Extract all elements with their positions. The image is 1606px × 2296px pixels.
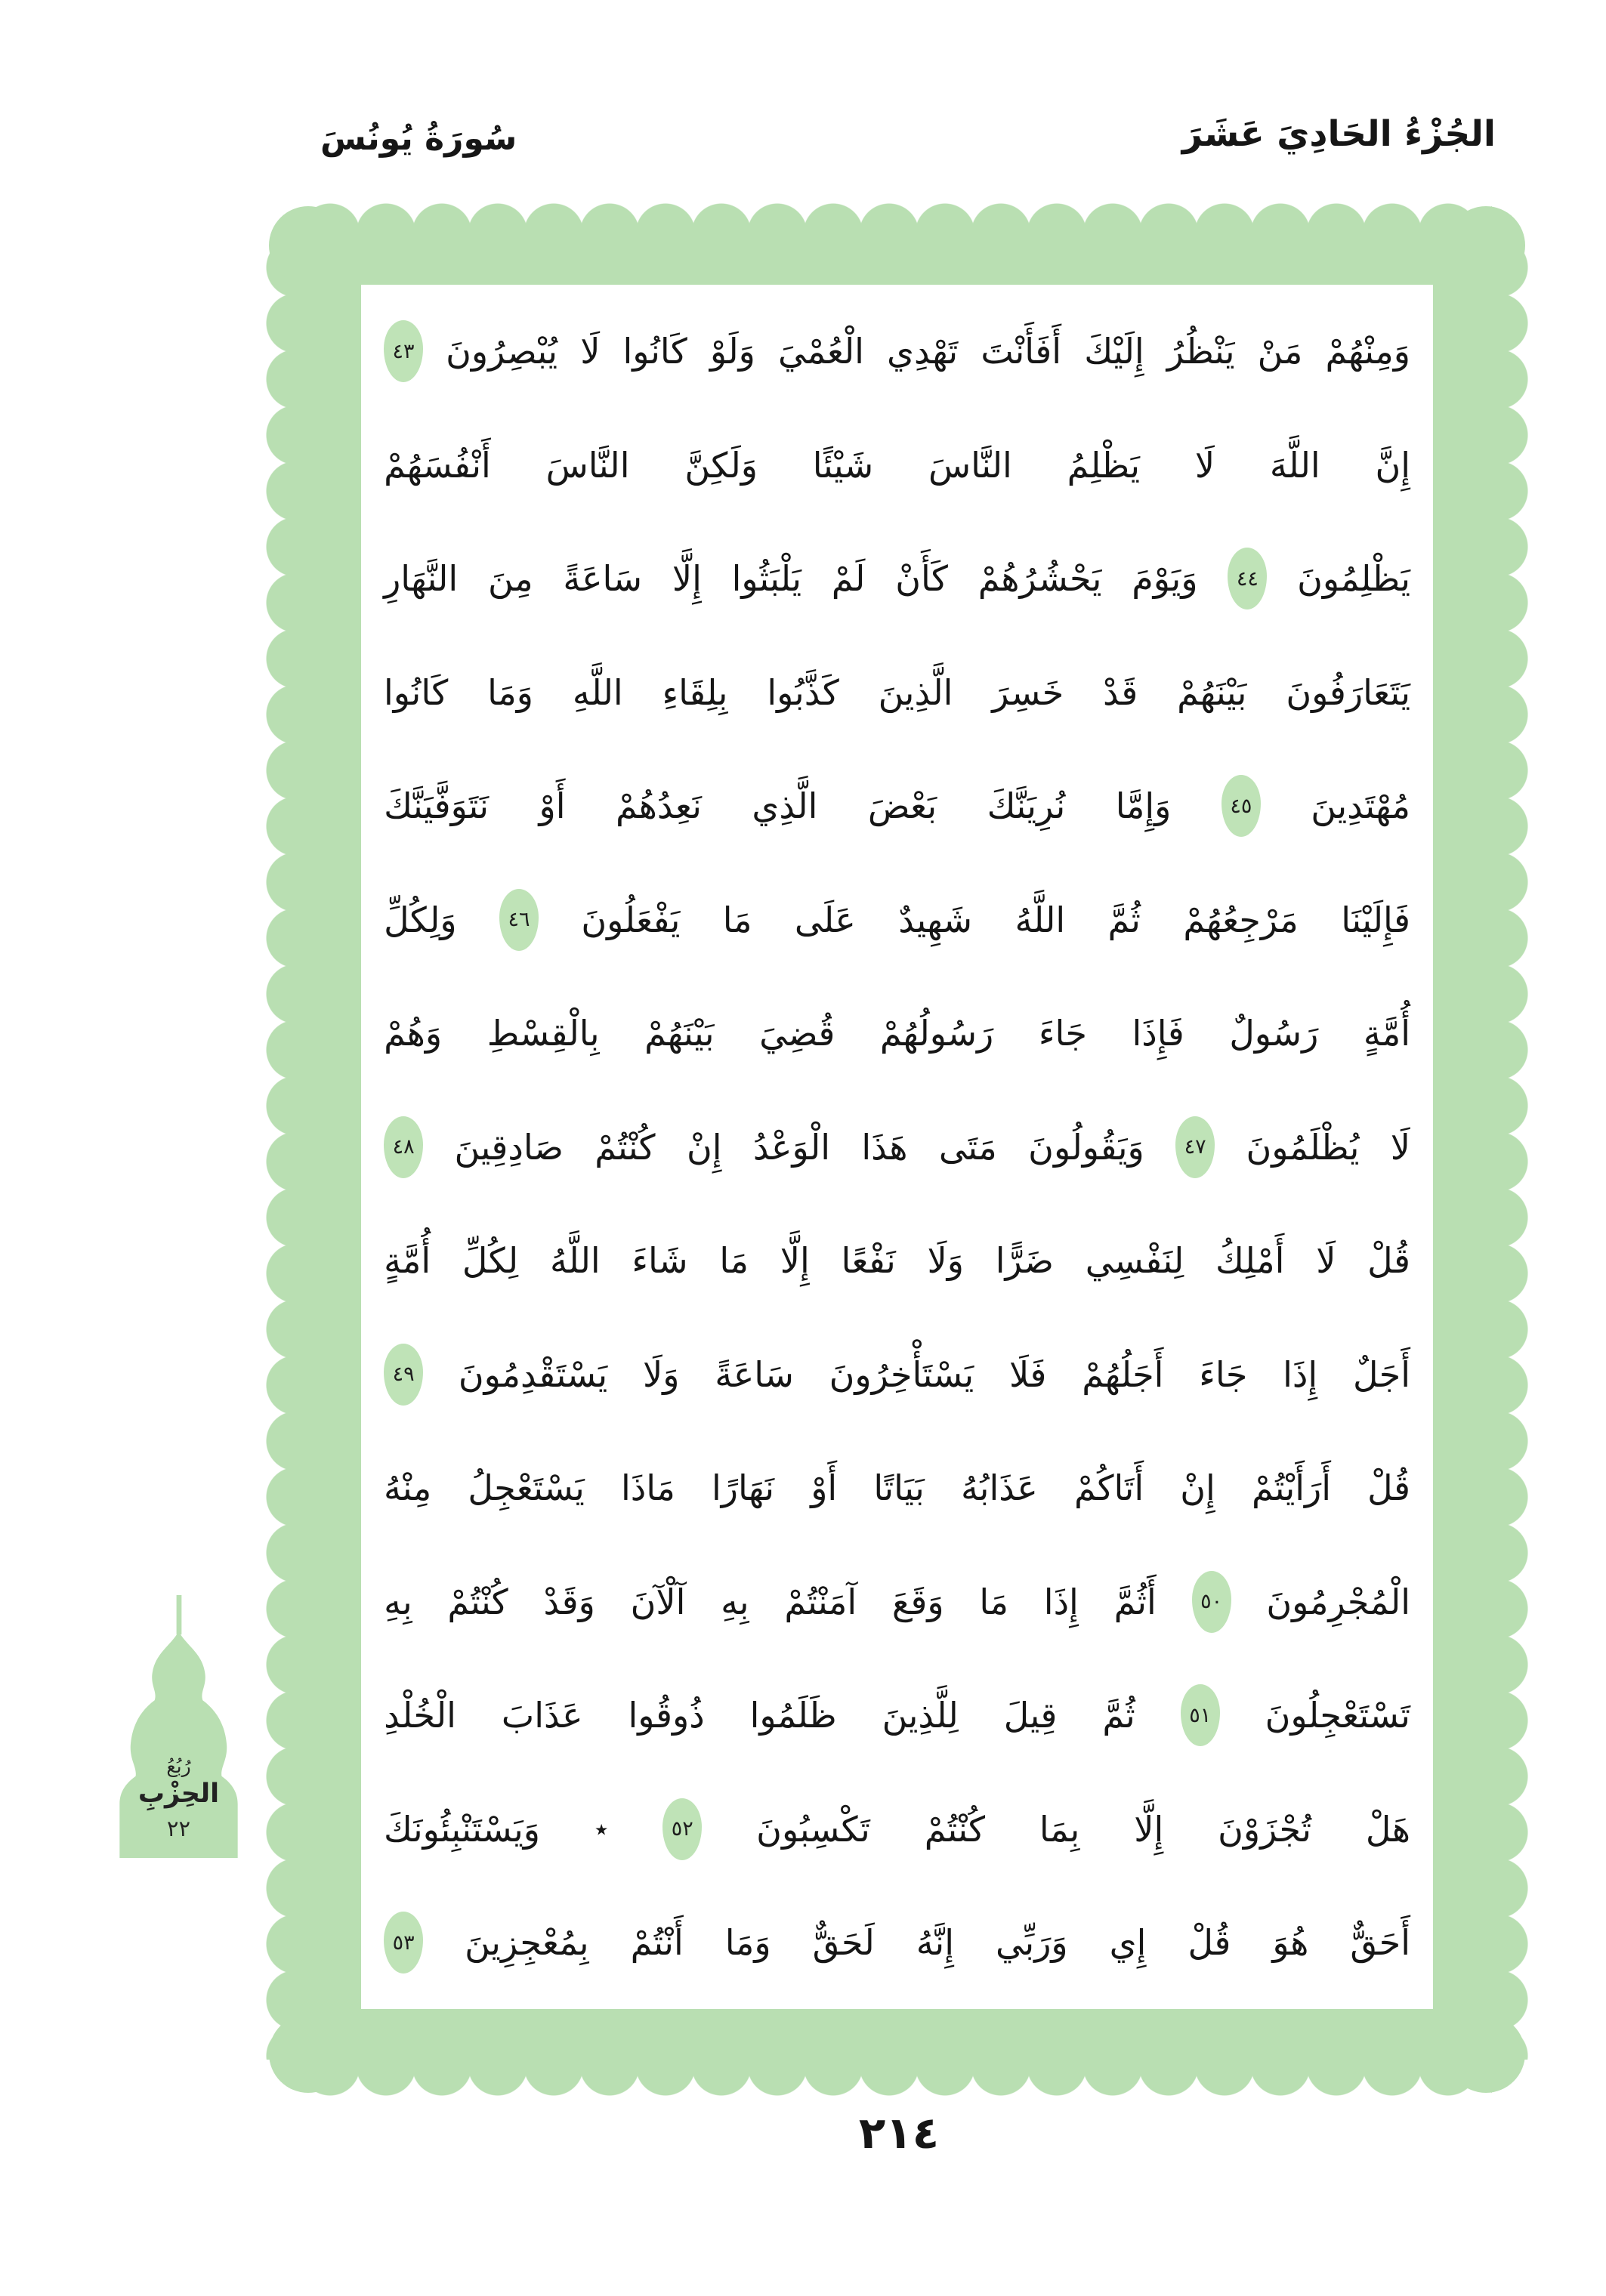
quran-word: إِلَّا: [672, 558, 702, 599]
quran-word: سَاعَةً: [715, 1353, 794, 1395]
quran-word: يَظْلِمُونَ: [1297, 558, 1410, 599]
quran-word: مَتَى: [938, 1126, 997, 1168]
quran-word: أَثُمَّ: [1113, 1581, 1157, 1622]
quran-word: لِكُلِّ: [462, 1240, 519, 1281]
quran-word: بِمَا: [1039, 1808, 1080, 1850]
verse-number-badge: ٤٧: [1175, 1116, 1215, 1178]
quran-word: نَهَارًا: [712, 1467, 775, 1508]
quran-word: قُلْ: [1367, 1240, 1410, 1281]
quran-word: لَا: [1390, 1126, 1410, 1168]
quran-line: [384, 638, 1410, 747]
quran-word: فَلَا: [1008, 1353, 1047, 1395]
quran-word: يَظْلِمُ: [1067, 444, 1141, 486]
quran-word: عَذَابُهُ: [961, 1467, 1038, 1508]
quran-word: جَاءَ: [1038, 1013, 1087, 1054]
quran-word: إِنْ: [686, 1126, 722, 1168]
quran-word: وَقَدْ: [543, 1581, 595, 1622]
quran-line: [384, 1093, 1410, 1202]
frame-scallop-left: [264, 239, 296, 2060]
quran-word: تَهْدِي: [887, 331, 959, 372]
juz-header: الجُزْءُ الحَادِيَ عَشَرَ: [1181, 113, 1496, 155]
quran-word: كَذَّبُوا: [767, 671, 839, 713]
quran-word: وَلِكُلِّ: [384, 899, 457, 940]
quran-word: أَفَأَنْتَ: [981, 331, 1062, 372]
quran-word: آلْآنَ: [630, 1581, 686, 1622]
quran-word: بِهِ: [384, 1581, 412, 1622]
hizb-label-rub: رُبُعُ: [166, 1755, 191, 1777]
quran-word: بِالْقِسْطِ: [486, 1013, 600, 1054]
quran-word: يَسْتَعْجِلُ: [468, 1467, 585, 1508]
quran-word: يَلْبَثُوا: [731, 558, 801, 599]
quran-line: [384, 979, 1410, 1088]
verse-number-badge: ٤٦: [499, 889, 539, 951]
quran-word: ظَلَمُوا: [749, 1695, 837, 1736]
frame-scallop-bottom: [302, 2066, 1492, 2097]
quran-line: [384, 1320, 1410, 1429]
quran-word: وَلَوْ: [709, 331, 755, 372]
quran-word: ضَرًّا: [995, 1240, 1054, 1281]
quran-word: كُنْتُمْ: [447, 1581, 508, 1622]
quran-word: نُرِيَنَّكَ: [987, 785, 1066, 826]
quran-word: اللَّهُ: [1015, 899, 1066, 940]
rub-el-hizb-star-icon: ٭: [594, 1813, 609, 1844]
quran-word: يَفْعَلُونَ: [581, 899, 681, 940]
quran-word: اللَّهُ: [549, 1240, 601, 1281]
quran-word: كُنْتُمْ: [924, 1808, 986, 1850]
hizb-marker: [106, 1595, 252, 1858]
quran-word: لَا: [1194, 444, 1215, 486]
quran-word: قَدْ: [1103, 671, 1138, 713]
quran-word: تَسْتَعْجِلُونَ: [1265, 1695, 1410, 1736]
quran-word: اللَّهَ: [1269, 444, 1320, 486]
quran-word: يَتَعَارَفُونَ: [1286, 671, 1410, 713]
quran-word: لَا: [580, 331, 601, 372]
quran-word: وَرَبِّي: [996, 1922, 1068, 1963]
quran-word: أَمْلِكُ: [1215, 1240, 1285, 1281]
quran-word: أَحَقٌّ: [1350, 1922, 1410, 1963]
surah-header: سُورَةُ يُونُسَ: [320, 119, 517, 158]
quran-word: نَعِدُهُمْ: [615, 785, 702, 826]
quran-word: كُنْتُمْ: [595, 1126, 656, 1168]
quran-word: رَسُولٌ: [1229, 1013, 1319, 1054]
quran-word: وَلَا: [642, 1353, 680, 1395]
quran-line: [384, 1548, 1410, 1656]
quran-word: وَيَسْتَنْبِئُونَكَ: [384, 1808, 540, 1850]
quran-word: نَفْعًا: [841, 1240, 896, 1281]
quran-word: اللَّهِ: [572, 671, 623, 713]
quran-word: أَوْ: [811, 1467, 838, 1508]
quran-word: النَّهَارِ: [384, 558, 459, 599]
quran-word: فَإِلَيْنَا: [1341, 899, 1410, 940]
quran-word: الْخُلْدِ: [384, 1695, 456, 1736]
quran-word: فَإِذَا: [1132, 1013, 1184, 1054]
quran-word: قُلْ: [1188, 1922, 1231, 1963]
quran-line: [384, 524, 1410, 633]
hizb-number: ٢٢: [166, 1816, 191, 1841]
quran-word: ثُمَّ: [1102, 1695, 1135, 1736]
quran-word: الَّذِي: [752, 785, 818, 826]
quran-word: وَهُمْ: [384, 1013, 443, 1054]
quran-line: [384, 1206, 1410, 1315]
quran-word: شَهِيدٌ: [898, 899, 973, 940]
quran-word: كَانُوا: [384, 671, 449, 713]
quran-line: [384, 751, 1410, 860]
quran-word: لَحَقٌّ: [812, 1922, 875, 1963]
quran-word: وَمَا: [487, 671, 534, 713]
quran-word: ثُمَّ: [1107, 899, 1141, 940]
frame-band-left: [295, 232, 361, 2067]
quran-word: أُمَّةٍ: [1363, 1013, 1410, 1054]
hizb-label-hizb: الحِزْبِ: [137, 1779, 220, 1809]
quran-line: [384, 1433, 1410, 1542]
frame-band-right: [1433, 232, 1499, 2067]
page-number: ٢١٤: [858, 2107, 940, 2159]
quran-line: [384, 411, 1410, 520]
quran-word: قِيلَ: [1003, 1695, 1058, 1736]
quran-word: مِنَ: [487, 558, 533, 599]
quran-word: قُضِيَ: [759, 1013, 835, 1054]
verse-number-badge: ٥٢: [662, 1798, 702, 1860]
quran-word: مَنْ: [1257, 331, 1303, 372]
quran-word: إِذَا: [1043, 1581, 1079, 1622]
quran-word: لِنَفْسِي: [1085, 1240, 1184, 1281]
quran-word: مَا: [979, 1581, 1009, 1622]
quran-text: [361, 285, 1433, 2009]
quran-word: بَيْنَهُمْ: [1177, 671, 1247, 713]
frame-band-top: [295, 232, 1499, 285]
quran-word: هَلْ: [1365, 1808, 1410, 1850]
quran-word: وَقَعَ: [891, 1581, 944, 1622]
quran-word: أَنْتُمْ: [630, 1922, 684, 1963]
quran-word: نَتَوَفَّيَنَّكَ: [384, 785, 490, 826]
quran-line: [384, 1661, 1410, 1770]
quran-word: أَجَلٌ: [1352, 1353, 1410, 1395]
verse-number-badge: ٤٥: [1221, 775, 1261, 837]
frame-scallop-right: [1498, 239, 1530, 2060]
verse-number-badge: ٤٣: [384, 320, 423, 382]
quran-word: وَمَا: [724, 1922, 771, 1963]
verse-number-badge: ٤٩: [384, 1344, 423, 1406]
quran-word: أَتَاكُمْ: [1073, 1467, 1144, 1508]
quran-line: [384, 1888, 1410, 1997]
quran-word: إِلَيْكَ: [1084, 331, 1144, 372]
quran-word: تَكْسِبُونَ: [756, 1808, 870, 1850]
quran-word: وَإِمَّا: [1115, 785, 1172, 826]
quran-word: بِمُعْجِزِينَ: [465, 1922, 589, 1963]
quran-word: صَادِقِينَ: [454, 1126, 564, 1168]
quran-word: إِذَا: [1283, 1353, 1318, 1395]
quran-word: إِي: [1109, 1922, 1147, 1963]
verse-number-badge: ٤٤: [1228, 548, 1267, 609]
quran-word: مَرْجِعُهُمْ: [1183, 899, 1299, 940]
quran-word: لَمْ: [831, 558, 866, 599]
quran-word: بِلِقَاءِ: [662, 671, 728, 713]
quran-word: أَنْفُسَهُمْ: [384, 444, 491, 486]
quran-word: لَا: [1316, 1240, 1336, 1281]
quran-word: وَلَكِنَّ: [684, 444, 758, 486]
quran-word: هُوَ: [1272, 1922, 1309, 1963]
quran-word: أَرَأَيْتُمْ: [1251, 1467, 1332, 1508]
quran-word: كَأَنْ: [895, 558, 948, 599]
quran-word: يَنْظُرُ: [1166, 331, 1235, 372]
quran-word: عَذَابَ: [501, 1695, 583, 1736]
quran-word: هَذَا: [861, 1126, 908, 1168]
quran-word: وَمِنْهُمْ: [1325, 331, 1410, 372]
quran-word: إِنَّهُ: [916, 1922, 955, 1963]
verse-number-badge: ٥١: [1181, 1684, 1220, 1746]
quran-word: إِنَّ: [1375, 444, 1410, 486]
quran-word: كَانُوا: [622, 331, 687, 372]
quran-word: يُظْلَمُونَ: [1246, 1126, 1360, 1168]
frame-scallop-top: [302, 202, 1492, 233]
quran-word: إِلَّا: [1134, 1808, 1164, 1850]
quran-word: يَسْتَقْدِمُونَ: [458, 1353, 608, 1395]
quran-word: يَسْتَأْخِرُونَ: [829, 1353, 974, 1395]
quran-line: [384, 866, 1410, 974]
quran-word: آمَنْتُمْ: [784, 1581, 857, 1622]
quran-line: [384, 1775, 1410, 1884]
quran-word: وَلَا: [927, 1240, 964, 1281]
quran-word: مَا: [719, 1240, 749, 1281]
quran-word: الْمُجْرِمُونَ: [1266, 1581, 1410, 1622]
verse-number-badge: ٥٣: [384, 1912, 423, 1974]
quran-word: بَيَاتًا: [873, 1467, 925, 1508]
quran-word: مِنْهُ: [384, 1467, 432, 1508]
quran-line: [384, 297, 1410, 406]
quran-word: شَيْئًا: [812, 444, 874, 486]
quran-word: مَا: [722, 899, 752, 940]
quran-word: يَحْشُرُهُمْ: [977, 558, 1102, 599]
quran-word: الَّذِينَ: [878, 671, 953, 713]
quran-word: بَعْضَ: [867, 785, 937, 826]
quran-word: سَاعَةً: [563, 558, 643, 599]
quran-word: عَلَى: [794, 899, 856, 940]
verse-number-badge: ٤٨: [384, 1116, 423, 1178]
quran-word: بَيْنَهُمْ: [644, 1013, 715, 1054]
quran-word: إِنْ: [1180, 1467, 1215, 1508]
quran-word: مُهْتَدِينَ: [1311, 785, 1410, 826]
frame-band-bottom: [295, 2009, 1499, 2067]
quran-word: أَجَلُهُمْ: [1082, 1353, 1164, 1395]
quran-word: جَاءَ: [1199, 1353, 1248, 1395]
quran-word: أَوْ: [539, 785, 566, 826]
quran-word: يُبْصِرُونَ: [446, 331, 558, 372]
quran-word: قُلْ: [1367, 1467, 1410, 1508]
quran-word: إِلَّا: [780, 1240, 810, 1281]
quran-word: شَاءَ: [632, 1240, 688, 1281]
quran-word: ذُوقُوا: [628, 1695, 705, 1736]
quran-word: رَسُولُهُمْ: [879, 1013, 994, 1054]
quran-word: الْوَعْدُ: [752, 1126, 831, 1168]
verse-number-badge: ٥٠: [1192, 1571, 1231, 1633]
quran-word: لِلَّذِينَ: [882, 1695, 959, 1736]
quran-word: الْعُمْيَ: [778, 331, 864, 372]
quran-word: مَاذَا: [620, 1467, 675, 1508]
quran-word: تُجْزَوْنَ: [1218, 1808, 1311, 1850]
quran-word: النَّاسَ: [545, 444, 630, 486]
quran-word: النَّاسَ: [928, 444, 1012, 486]
quran-word: وَيَوْمَ: [1132, 558, 1198, 599]
quran-word: وَيَقُولُونَ: [1028, 1126, 1144, 1168]
quran-word: أُمَّةٍ: [384, 1240, 431, 1281]
quran-word: خَسِرَ: [992, 671, 1064, 713]
quran-word: بِهِ: [721, 1581, 749, 1622]
